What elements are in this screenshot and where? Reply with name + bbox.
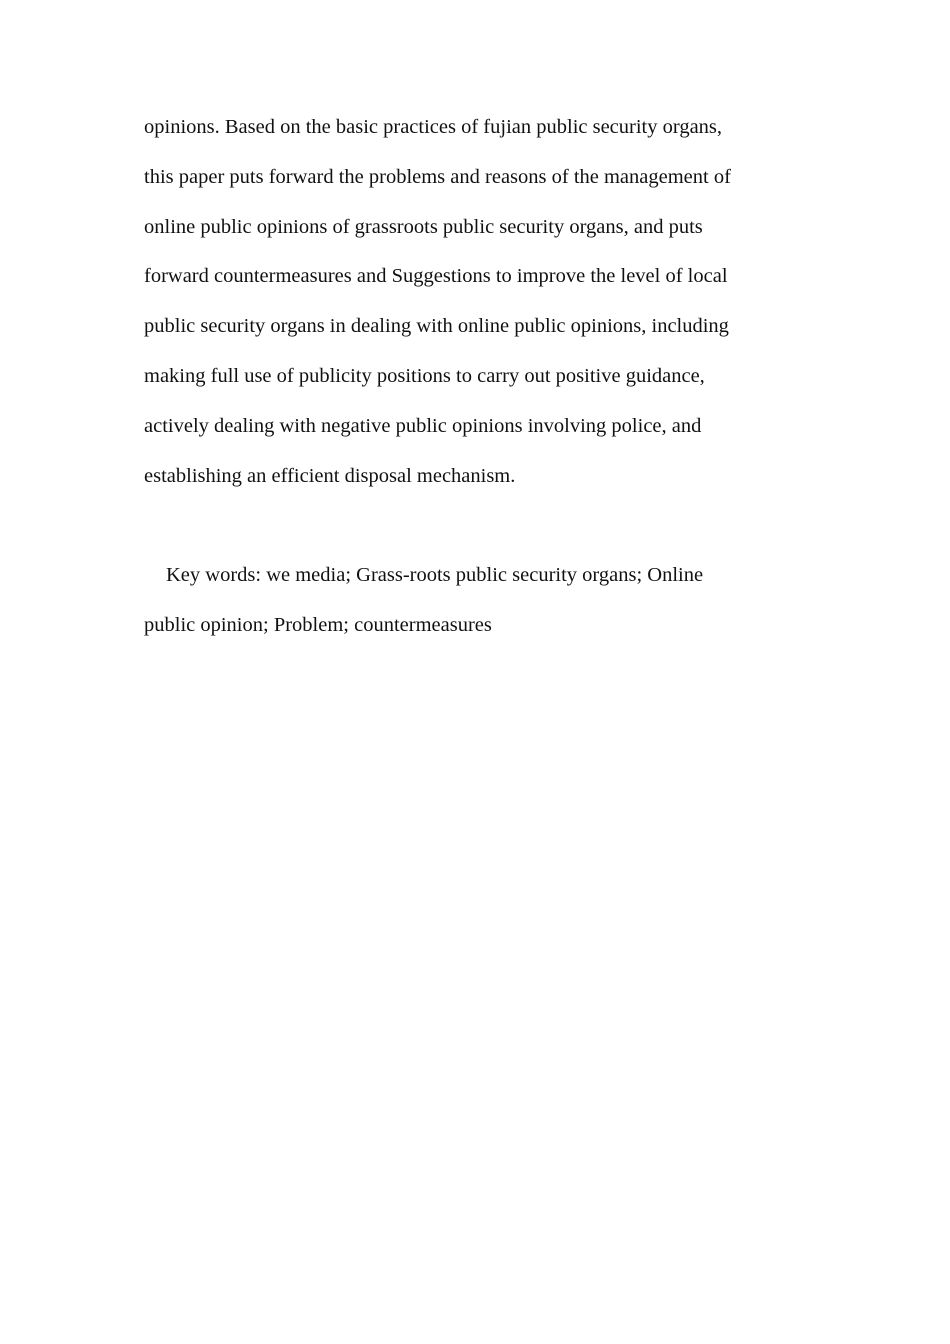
abstract-line: making full use of publicity positions to carry out positive guidance, xyxy=(144,364,705,387)
abstract-line: online public opinions of grassroots public security organs, and puts xyxy=(144,215,703,238)
abstract-line: opinions. Based on the basic practices of fujian public security organs, xyxy=(144,116,723,138)
abstract-line: public security organs in dealing with online public opinions, including xyxy=(144,315,729,338)
abstract-paragraph xyxy=(144,103,794,501)
abstract-line: establishing an efficient disposal mechanism. xyxy=(144,464,516,487)
keywords-paragraph xyxy=(144,551,794,651)
abstract-line: this paper puts forward the problems and reasons of the management of xyxy=(144,165,731,188)
abstract-line: actively dealing with negative public opinions involving police, and xyxy=(144,414,702,437)
abstract-line: forward countermeasures and Suggestions to improve the level of local xyxy=(144,265,728,288)
keywords-line: Key words: we media; Grass-roots public security organs; Online xyxy=(166,564,704,586)
keywords-line: public opinion; Problem; countermeasures xyxy=(144,613,492,636)
